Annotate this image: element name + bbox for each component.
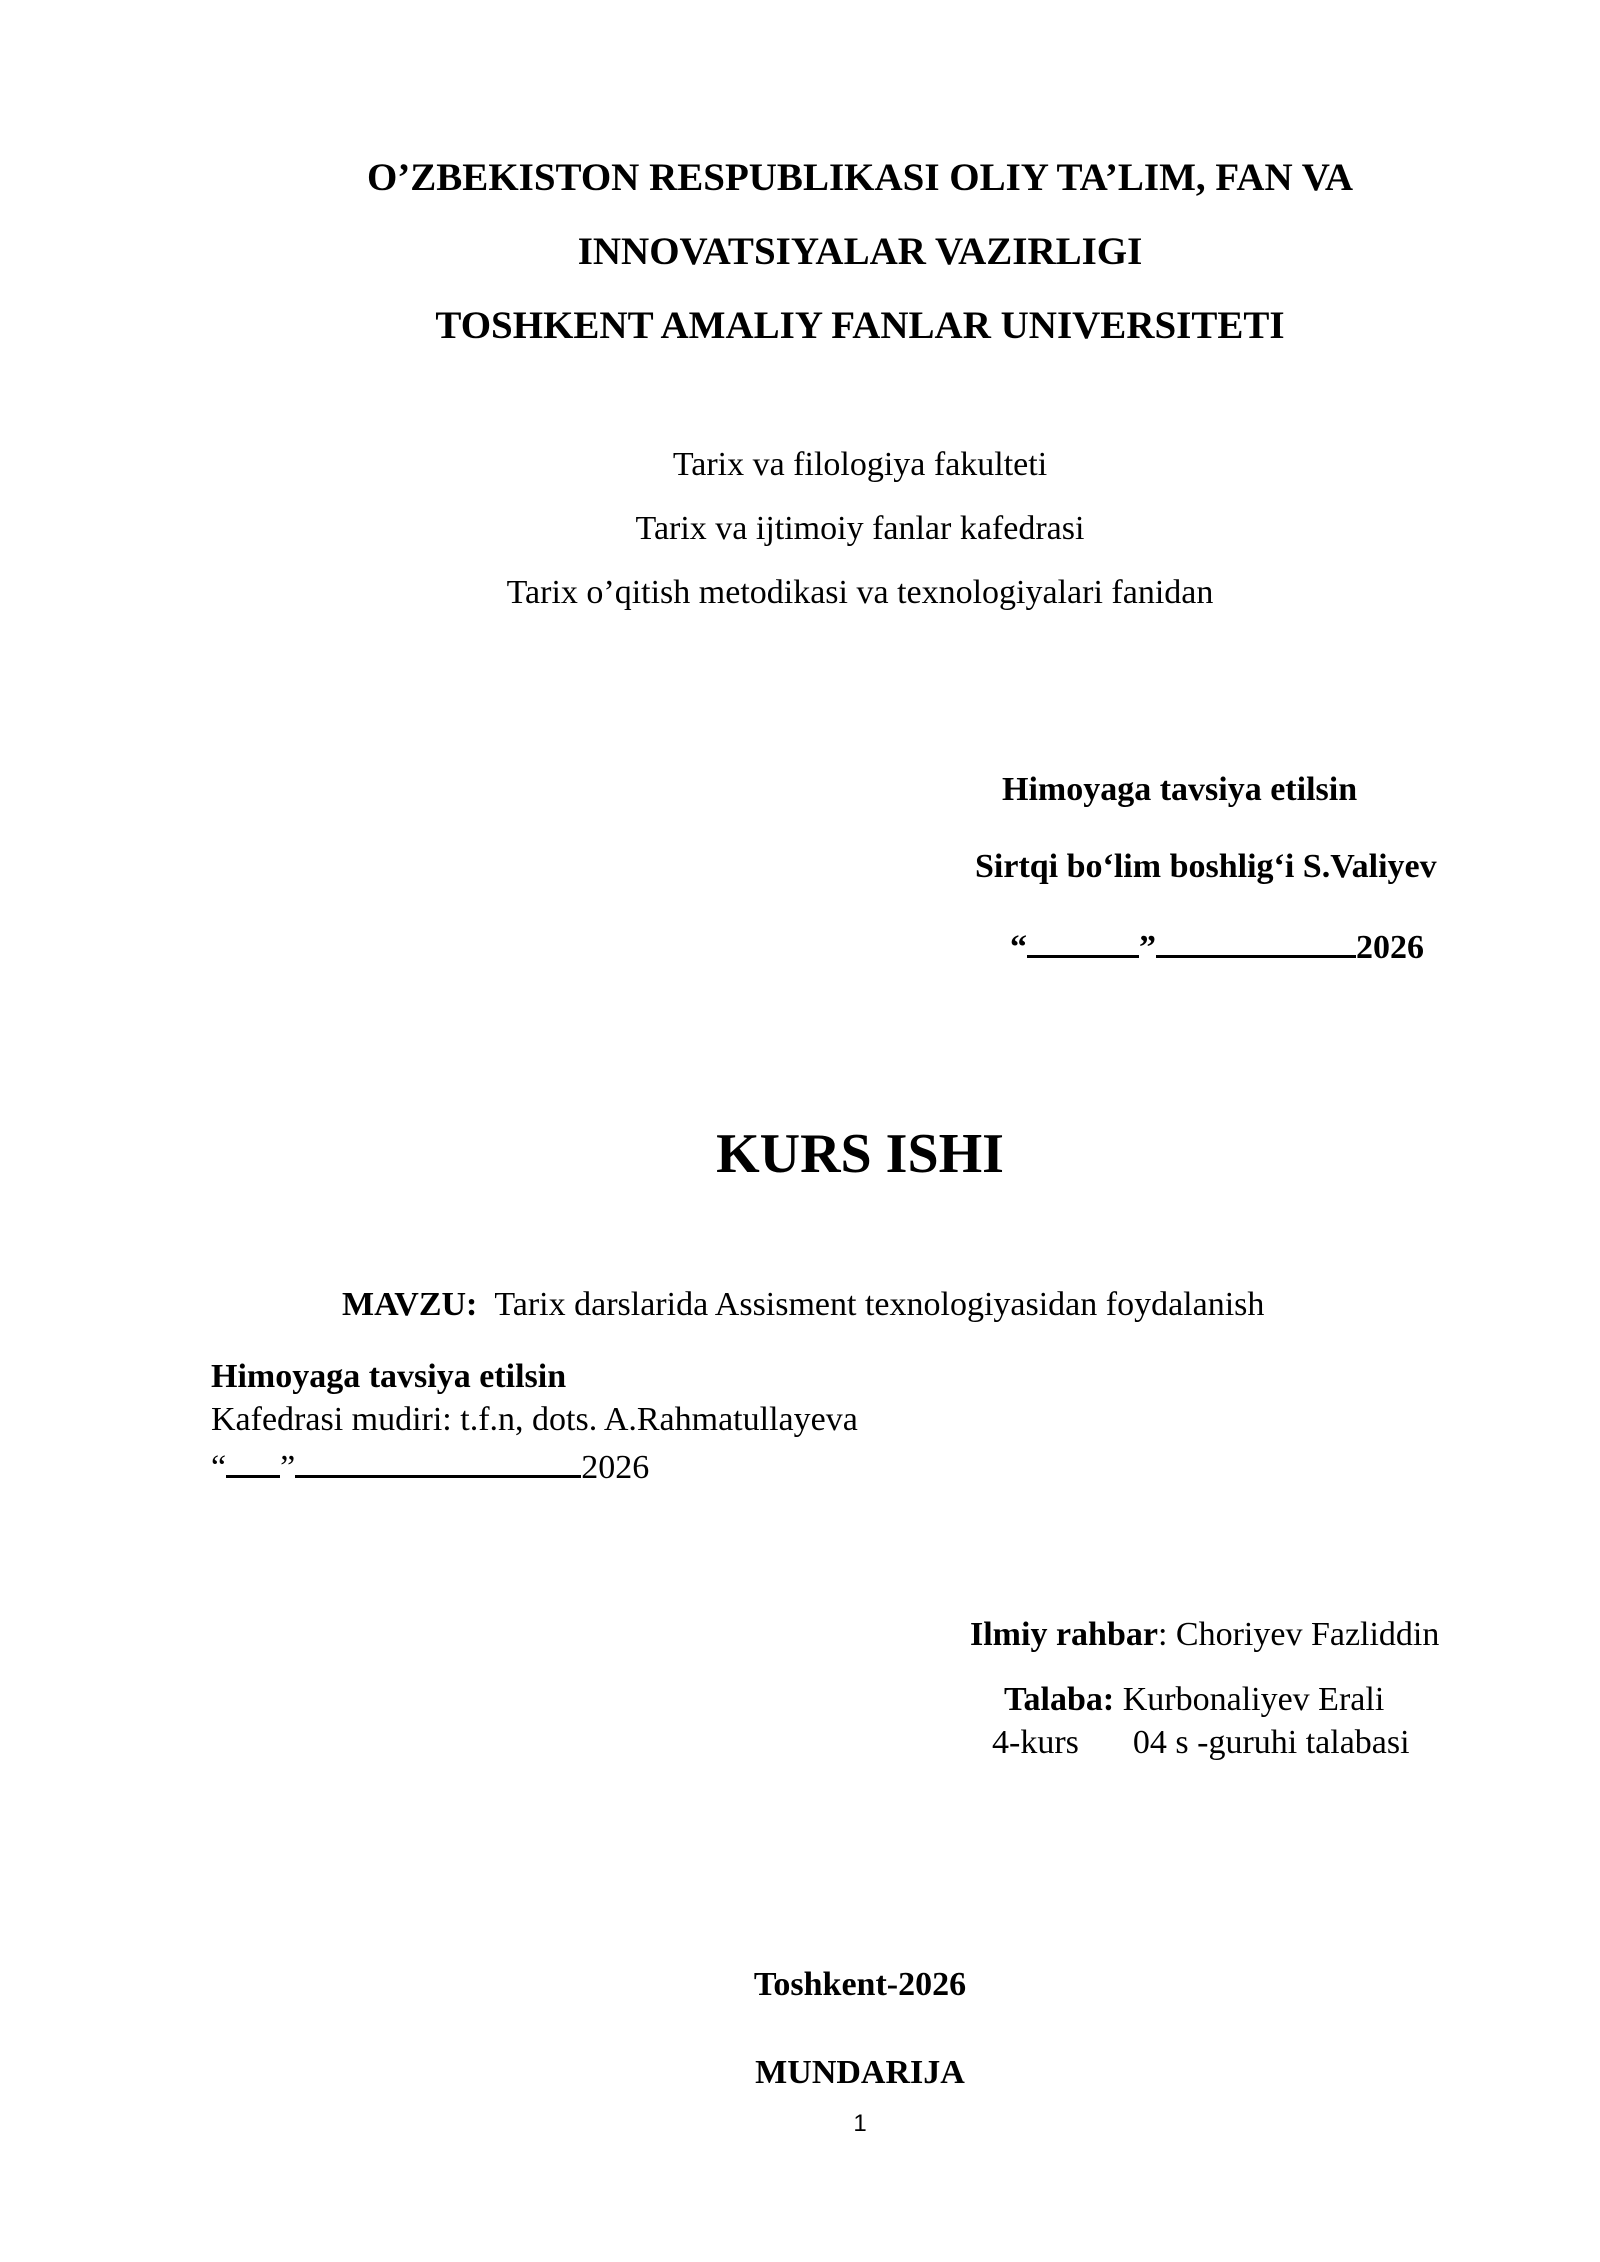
dept-date-quote-open: “ xyxy=(211,1448,227,1486)
approval-top-title: Himoyaga tavsiya etilsin xyxy=(1002,771,1358,808)
supervisor-line xyxy=(970,1618,1439,1652)
department-name: Tarix va ijtimoiy fanlar kafedrasi xyxy=(635,510,1085,547)
topic-line xyxy=(342,1288,1264,1322)
supervisor-label: Ilmiy rahbar xyxy=(970,1616,1158,1653)
course: 4-kurs xyxy=(992,1724,1079,1761)
course-group-line xyxy=(992,1726,1410,1760)
dept-date-quote-close: ” xyxy=(280,1448,296,1486)
city-year: Toshkent-2026 xyxy=(753,1966,967,2003)
date-month-blank xyxy=(1156,926,1356,958)
topic-text: Tarix darslarida Assisment texnologiyasidan foydalanish xyxy=(494,1286,1265,1323)
student-name: Kurbonaliyev Erali xyxy=(1122,1681,1385,1718)
supervisor-name: Choriyev Fazliddin xyxy=(1175,1616,1440,1653)
page-number: 1 xyxy=(853,2110,867,2137)
date-quote-open: “ xyxy=(1010,928,1027,966)
ministry-title-line1: O’ZBEKISTON RESPUBLIKASI OLIY TA’LIM, FAN VA xyxy=(366,156,1354,199)
contents-title: MUNDARIJA xyxy=(755,2054,965,2091)
approval-dept-date-line xyxy=(211,1446,649,1485)
date-year: 2026 xyxy=(1356,928,1424,966)
topic-label: MAVZU: xyxy=(342,1286,478,1323)
faculty-name: Tarix va filologiya fakulteti xyxy=(672,446,1048,483)
student-line xyxy=(1004,1683,1384,1717)
approval-top-signer: Sirtqi bo‘lim boshlig‘i S.Valiyev xyxy=(975,848,1437,885)
group: 04 s -guruhi talabasi xyxy=(1132,1724,1410,1761)
subject-name: Tarix o’qitish metodikasi va texnologiyalari fanidan xyxy=(506,574,1214,611)
dept-date-month-blank xyxy=(295,1446,581,1478)
student-label: Talaba: xyxy=(1004,1681,1115,1718)
university-title: TOSHKENT AMALIY FANLAR UNIVERSITETI xyxy=(435,304,1285,347)
supervisor-separator: : xyxy=(1157,1616,1168,1653)
approval-dept-head: Kafedrasi mudiri: t.f.n, dots. A.Rahmatullayeva xyxy=(211,1401,858,1438)
document-title: KURS ISHI xyxy=(716,1123,1004,1185)
ministry-title-line2: INNOVATSIYALAR VAZIRLIGI xyxy=(577,230,1143,273)
date-quote-close: ” xyxy=(1139,928,1156,966)
dept-date-day-blank xyxy=(226,1446,280,1478)
approval-top-date-line xyxy=(1010,926,1424,965)
approval-dept-title: Himoyaga tavsiya etilsin xyxy=(211,1358,567,1395)
date-day-blank xyxy=(1027,926,1139,958)
dept-date-year: 2026 xyxy=(581,1448,650,1486)
